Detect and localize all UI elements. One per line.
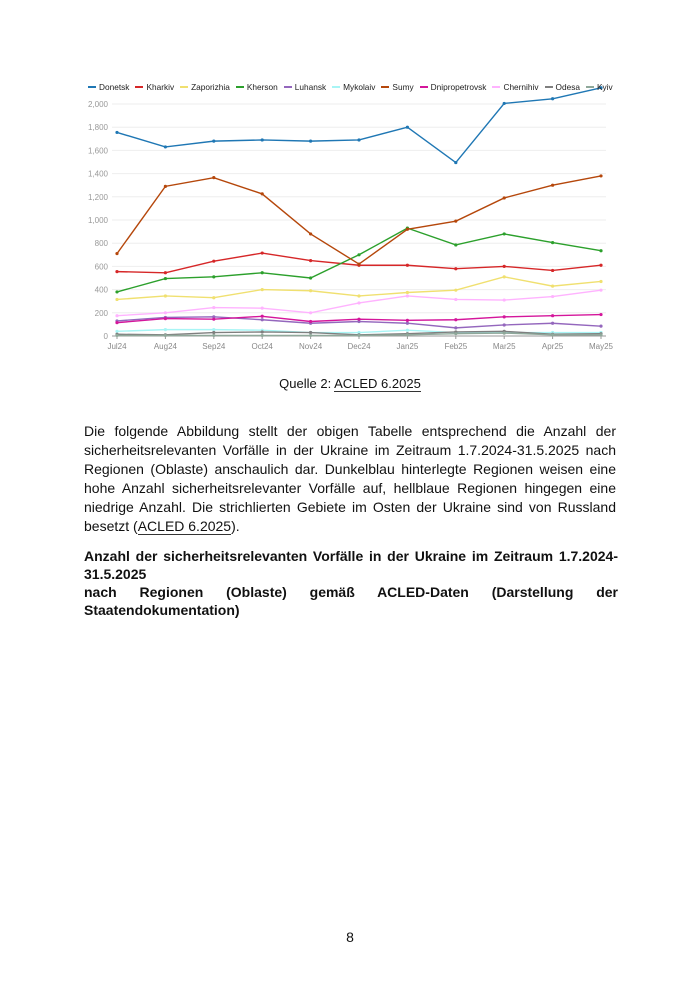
data-point-donetsk: [164, 145, 167, 148]
y-tick-label: 1,600: [87, 146, 108, 156]
legend-item-luhansk[interactable]: [284, 82, 326, 92]
data-point-donetsk: [406, 126, 409, 129]
legend-item-odesa[interactable]: [545, 82, 580, 92]
data-point-kherson: [115, 290, 118, 293]
data-point-kherson: [454, 243, 457, 246]
legend-swatch: [236, 86, 244, 88]
legend-label: Donetsk: [99, 82, 130, 92]
data-point-kyiv: [454, 332, 457, 335]
data-point-chernihiv: [115, 314, 118, 317]
data-point-mykolaiv: [212, 328, 215, 331]
figure-caption: [0, 376, 700, 392]
data-point-luhansk: [261, 318, 264, 321]
caption-prefix: Quelle 2:: [279, 376, 335, 391]
data-point-zaporizhia: [212, 296, 215, 299]
legend-item-mykolaiv[interactable]: [332, 82, 375, 92]
x-tick-label: Nov24: [299, 342, 323, 351]
data-point-dnipropetrovsk: [261, 315, 264, 318]
legend-swatch: [545, 86, 553, 88]
legend-swatch: [180, 86, 188, 88]
data-point-kharkiv: [164, 271, 167, 274]
x-tick-label: Aug24: [153, 342, 177, 351]
data-point-kherson: [551, 241, 554, 244]
data-point-kherson: [261, 271, 264, 274]
legend-swatch: [492, 86, 500, 88]
data-point-kharkiv: [115, 270, 118, 273]
data-point-donetsk: [503, 102, 506, 105]
data-point-luhansk: [503, 323, 506, 326]
x-tick-label: Sep24: [202, 342, 226, 351]
y-tick-label: 1,400: [87, 169, 108, 179]
data-point-kherson: [164, 277, 167, 280]
text-body: [84, 422, 618, 619]
legend-label: Odesa: [555, 82, 580, 92]
data-point-kyiv: [599, 333, 602, 336]
y-tick-label: 0: [103, 332, 108, 341]
data-point-sumy: [212, 176, 215, 179]
data-point-kyiv: [115, 334, 118, 337]
legend-item-sumy[interactable]: [381, 82, 413, 92]
acled-link[interactable]: ACLED 6.2025: [137, 518, 232, 534]
data-point-chernihiv: [357, 301, 360, 304]
y-tick-label: 400: [94, 285, 108, 295]
data-point-chernihiv: [454, 298, 457, 301]
legend-swatch: [332, 86, 340, 88]
legend-label: Dnipropetrovsk: [430, 82, 487, 92]
data-point-dnipropetrovsk: [115, 321, 118, 324]
legend-swatch: [586, 86, 594, 88]
data-point-dnipropetrovsk: [212, 318, 215, 321]
legend-item-kherson[interactable]: [236, 82, 278, 92]
x-tick-label: Feb25: [444, 342, 468, 351]
legend-item-chernihiv[interactable]: [492, 82, 538, 92]
data-point-kyiv: [503, 332, 506, 335]
y-tick-label: 2,000: [87, 100, 108, 109]
x-tick-label: Jul24: [107, 342, 127, 351]
chart-legend: [88, 82, 613, 92]
data-point-luhansk: [551, 322, 554, 325]
legend-item-dnipropetrovsk[interactable]: [420, 82, 487, 92]
data-point-mykolaiv: [406, 329, 409, 332]
legend-item-kharkiv[interactable]: [135, 82, 174, 92]
x-tick-label: May25: [588, 342, 614, 351]
data-point-kharkiv: [503, 265, 506, 268]
data-point-luhansk: [599, 325, 602, 328]
section-heading: [84, 547, 618, 619]
y-tick-label: 1,800: [87, 123, 108, 133]
legend-label: Chernihiv: [503, 82, 539, 92]
legend-label: Kherson: [246, 82, 278, 92]
data-point-dnipropetrovsk: [454, 318, 457, 321]
heading-line-2: nach Regionen (Oblaste) gemäß ACLED-Daten (Darstellung der Staatendokumentation): [84, 584, 618, 618]
data-point-donetsk: [357, 138, 360, 141]
data-point-odesa: [212, 331, 215, 334]
data-point-zaporizhia: [164, 294, 167, 297]
data-point-zaporizhia: [115, 298, 118, 301]
data-point-zaporizhia: [357, 294, 360, 297]
data-point-odesa: [309, 331, 312, 334]
legend-swatch: [88, 86, 96, 88]
data-point-kherson: [309, 276, 312, 279]
data-point-mykolaiv: [164, 328, 167, 331]
data-point-sumy: [503, 196, 506, 199]
data-point-dnipropetrovsk: [309, 320, 312, 323]
data-point-zaporizhia: [551, 285, 554, 288]
series-line-donetsk: [117, 88, 601, 163]
data-point-sumy: [454, 220, 457, 223]
y-tick-label: 1,000: [87, 216, 108, 225]
data-point-chernihiv: [164, 311, 167, 314]
data-point-donetsk: [551, 97, 554, 100]
data-point-kyiv: [309, 334, 312, 337]
data-point-kyiv: [551, 333, 554, 336]
data-point-sumy: [261, 192, 264, 195]
data-point-odesa: [261, 330, 264, 333]
data-point-kharkiv: [406, 264, 409, 267]
x-tick-label: Jan25: [396, 342, 419, 351]
data-point-sumy: [599, 174, 602, 177]
paragraph-text: Die folgende Abbildung stellt der obigen Tabelle entsprechend die Anzahl der sicherheitsrelevanten Vorfälle in der Ukraine im Zeitraum 1.7.2024-31.5.2025 nach Regionen (Oblaste) anschaulich dar. Dunkelblau hinterlegte Regionen weisen eine hohe Anzahl sicherheitsrelevanter Vorfälle auf, hellblaue Regionen hingegen eine niedrige Anzahl. Die strichlierten Gebiete im Osten der Ukraine sind von Russland besetzt (: [84, 423, 616, 534]
series-line-kherson: [117, 228, 601, 292]
data-point-sumy: [115, 252, 118, 255]
legend-swatch: [381, 86, 389, 88]
x-tick-label: Apr25: [541, 342, 564, 351]
data-point-sumy: [551, 184, 554, 187]
data-point-chernihiv: [212, 306, 215, 309]
data-point-kyiv: [261, 334, 264, 337]
y-tick-label: 800: [94, 239, 108, 249]
data-point-donetsk: [309, 140, 312, 143]
x-tick-label: Oct24: [251, 342, 273, 351]
data-point-kyiv: [164, 334, 167, 337]
page-number: 8: [346, 929, 354, 945]
data-point-zaporizhia: [454, 289, 457, 292]
y-tick-label: 1,200: [87, 192, 108, 202]
data-point-sumy: [357, 262, 360, 265]
data-point-zaporizhia: [261, 288, 264, 291]
data-point-kherson: [599, 249, 602, 252]
data-point-donetsk: [454, 161, 457, 164]
data-point-kyiv: [406, 333, 409, 336]
data-point-zaporizhia: [503, 275, 506, 278]
legend-swatch: [420, 86, 428, 88]
legend-label: Mykolaiv: [343, 82, 376, 92]
line-chart: [0, 0, 700, 360]
legend-swatch: [135, 86, 143, 88]
body-paragraph: [84, 422, 616, 536]
data-point-kyiv: [357, 334, 360, 337]
data-point-zaporizhia: [599, 280, 602, 283]
data-point-dnipropetrovsk: [599, 313, 602, 316]
data-point-sumy: [309, 232, 312, 235]
data-point-kyiv: [212, 334, 215, 337]
data-point-chernihiv: [309, 311, 312, 314]
legend-label: Kyiv: [596, 82, 613, 92]
legend-item-donetsk[interactable]: [88, 82, 129, 92]
data-point-sumy: [164, 185, 167, 188]
data-point-mykolaiv: [115, 330, 118, 333]
data-point-kharkiv: [261, 251, 264, 254]
data-point-dnipropetrovsk: [406, 319, 409, 322]
data-point-kherson: [503, 232, 506, 235]
data-point-sumy: [406, 228, 409, 231]
data-point-luhansk: [406, 322, 409, 325]
y-tick-label: 200: [94, 308, 108, 318]
legend-swatch: [284, 86, 292, 88]
legend-label: Zaporizhia: [191, 82, 230, 92]
data-point-chernihiv: [406, 294, 409, 297]
data-point-dnipropetrovsk: [551, 314, 554, 317]
data-point-zaporizhia: [309, 289, 312, 292]
data-point-zaporizhia: [406, 291, 409, 294]
data-point-donetsk: [212, 140, 215, 143]
data-point-luhansk: [454, 326, 457, 329]
data-point-kherson: [357, 253, 360, 256]
legend-label: Sumy: [392, 82, 414, 92]
data-point-kharkiv: [551, 269, 554, 272]
data-point-donetsk: [261, 138, 264, 141]
legend-label: Kharkiv: [146, 82, 175, 92]
y-tick-label: 600: [94, 262, 108, 272]
data-point-donetsk: [115, 131, 118, 134]
heading-line-1: Anzahl der sicherheitsrelevanten Vorfälle in der Ukraine im Zeitraum 1.7.2024-31.5.2025: [84, 548, 618, 582]
legend-item-kyiv[interactable]: [586, 82, 613, 92]
x-tick-label: Mar25: [492, 342, 516, 351]
data-point-chernihiv: [503, 298, 506, 301]
data-point-chernihiv: [599, 289, 602, 292]
legend-item-zaporizhia[interactable]: [180, 82, 230, 92]
legend-label: Luhansk: [294, 82, 327, 92]
data-point-kharkiv: [454, 267, 457, 270]
data-point-dnipropetrovsk: [164, 317, 167, 320]
data-point-kharkiv: [599, 264, 602, 267]
data-point-kharkiv: [212, 260, 215, 263]
source-link[interactable]: ACLED 6.2025: [334, 376, 421, 391]
paragraph-suffix: ).: [231, 518, 240, 534]
data-point-kharkiv: [309, 259, 312, 262]
data-point-kherson: [212, 275, 215, 278]
data-point-dnipropetrovsk: [357, 318, 360, 321]
x-tick-label: Dec24: [347, 342, 371, 351]
data-point-chernihiv: [551, 295, 554, 298]
data-point-dnipropetrovsk: [503, 315, 506, 318]
data-point-chernihiv: [261, 307, 264, 310]
